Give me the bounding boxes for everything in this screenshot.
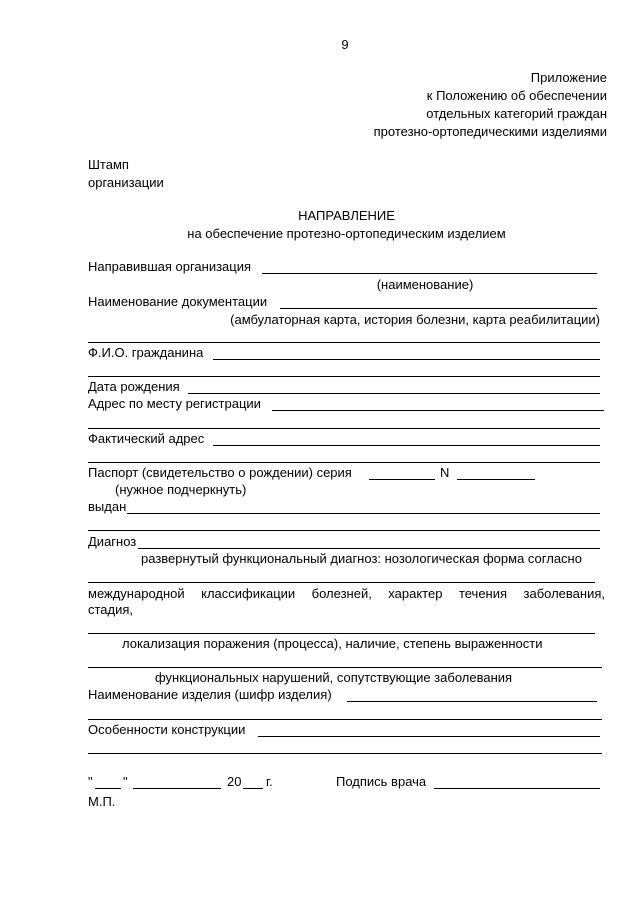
- date-quote-open: ": [88, 774, 93, 789]
- passport-hint: (нужное подчеркнуть): [115, 482, 247, 497]
- passport-number-field[interactable]: [457, 479, 535, 480]
- date-day-field[interactable]: [95, 788, 121, 789]
- doctor-signature-field[interactable]: [434, 788, 600, 789]
- referring-org-field[interactable]: [262, 273, 597, 274]
- diagnosis-line-2[interactable]: [88, 582, 595, 583]
- form-subtitle: на обеспечение протезно-ортопедическим изделием: [187, 226, 506, 241]
- registration-address-extra-line[interactable]: [88, 428, 600, 429]
- design-features-field[interactable]: [258, 736, 600, 737]
- documentation-hint: (амбулаторная карта, история болезни, карта реабилитации): [230, 312, 600, 327]
- doctor-signature-label: Подпись врача: [336, 774, 427, 789]
- product-name-field[interactable]: [347, 701, 597, 702]
- full-name-extra-line[interactable]: [88, 376, 600, 377]
- stamp-organization-label: организации: [88, 175, 164, 190]
- passport-label: Паспорт (свидетельство о рождении) серия: [88, 465, 352, 480]
- date-year-prefix: 20: [227, 774, 242, 789]
- full-name-field[interactable]: [213, 359, 600, 360]
- diagnosis-line-3[interactable]: [88, 633, 595, 634]
- diagnosis-line-4[interactable]: [88, 667, 602, 668]
- form-title: НАПРАВЛЕНИЕ: [298, 208, 395, 223]
- diagnosis-hint-4: локализация поражения (процесса), наличие, степень выраженности: [122, 636, 543, 651]
- date-year-field[interactable]: [243, 788, 263, 789]
- design-features-label: Особенности конструкции: [88, 722, 246, 737]
- appendix-line-3: отдельных категорий граждан: [426, 106, 607, 121]
- date-year-suffix: г.: [266, 774, 273, 789]
- product-name-label: Наименование изделия (шифр изделия): [88, 687, 332, 702]
- diagnosis-hint-3: стадия,: [88, 602, 134, 617]
- actual-address-label: Фактический адрес: [88, 431, 205, 446]
- full-name-label: Ф.И.О. гражданина: [88, 345, 204, 360]
- diagnosis-hint-2: международной классификации болезней, характер течения заболевания,: [88, 586, 605, 601]
- documentation-extra-line[interactable]: [88, 342, 600, 343]
- issued-extra-line[interactable]: [88, 530, 600, 531]
- appendix-line-2: к Положению об обеспечении: [426, 88, 607, 103]
- registration-address-label: Адрес по месту регистрации: [88, 396, 261, 411]
- documentation-label: Наименование документации: [88, 294, 268, 309]
- actual-address-extra-line[interactable]: [88, 462, 600, 463]
- referring-org-hint: (наименование): [376, 277, 474, 292]
- issued-label: выдан: [88, 499, 127, 514]
- seal-label: М.П.: [88, 794, 116, 809]
- product-name-extra-line[interactable]: [88, 719, 602, 720]
- documentation-field[interactable]: [280, 308, 597, 309]
- issued-field[interactable]: [127, 513, 600, 514]
- actual-address-field[interactable]: [213, 445, 600, 446]
- passport-number-label: N: [440, 465, 450, 480]
- diagnosis-label: Диагноз: [88, 534, 137, 549]
- design-features-extra-line[interactable]: [88, 753, 602, 754]
- date-month-field[interactable]: [133, 788, 221, 789]
- date-quote-close: ": [123, 774, 128, 789]
- birth-date-field[interactable]: [188, 393, 600, 394]
- referring-org-label: Направившая организация: [88, 259, 252, 274]
- registration-address-field[interactable]: [272, 410, 604, 411]
- diagnosis-field[interactable]: [138, 548, 600, 549]
- appendix-line-4: протезно-ортопедическими изделиями: [373, 124, 607, 139]
- appendix-line-1: Приложение: [530, 70, 607, 85]
- stamp-label: Штамп: [88, 157, 129, 172]
- diagnosis-hint-5: функциональных нарушений, сопутствующие заболевания: [155, 670, 513, 685]
- diagnosis-hint-1: развернутый функциональный диагноз: нозологическая форма согласно: [141, 551, 582, 566]
- birth-date-label: Дата рождения: [88, 379, 180, 394]
- page-number: 9: [341, 37, 349, 52]
- passport-series-field[interactable]: [369, 479, 435, 480]
